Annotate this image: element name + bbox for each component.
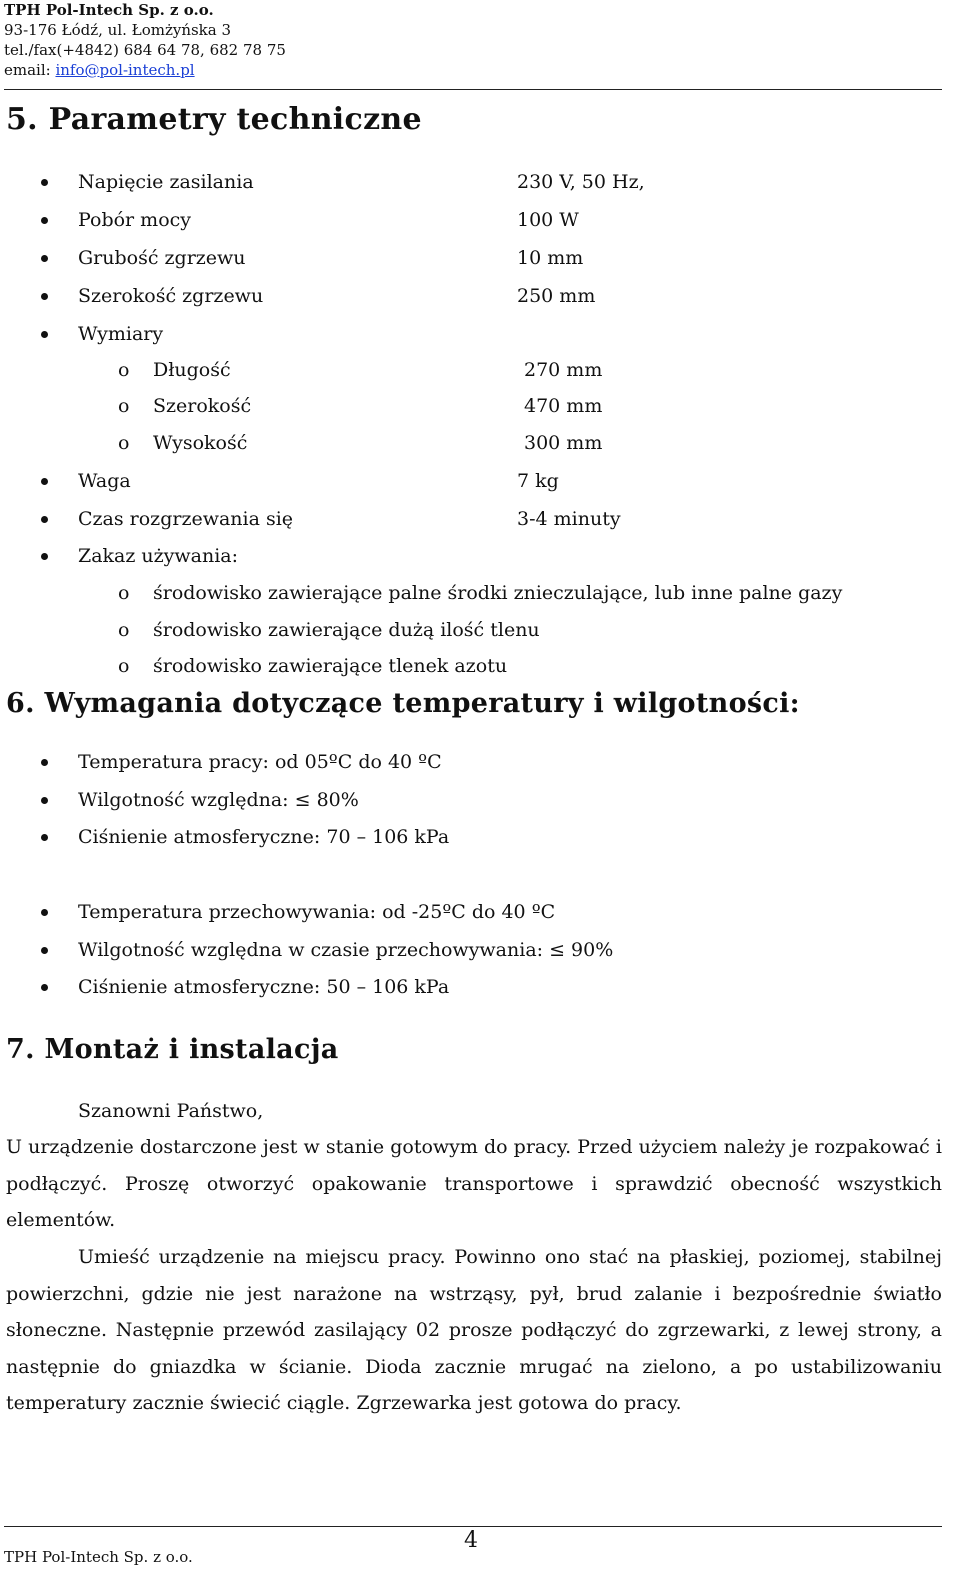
company-name: TPH Pol-Intech Sp. z o.o. xyxy=(4,1,214,19)
sub-bullet-marker: o xyxy=(118,619,130,641)
greeting: Szanowni Państwo, xyxy=(78,1100,264,1122)
param-label: Wymiary xyxy=(78,323,164,345)
prohibition-text: środowisko zawierające tlenek azotu xyxy=(153,655,508,677)
bullet-icon xyxy=(40,984,50,994)
footer-divider xyxy=(4,1526,942,1527)
sub-bullet-marker: o xyxy=(118,359,130,381)
param-value: 100 W xyxy=(517,209,579,231)
bullet-icon xyxy=(40,553,50,563)
company-phone: tel./fax(+4842) 684 64 78, 682 78 75 xyxy=(4,41,286,59)
prohibition-text: środowisko zawierające palne środki znieczulające, lub inne palne gazy xyxy=(153,582,843,604)
param-label: Zakaz używania: xyxy=(78,545,239,567)
bullet-icon xyxy=(40,293,50,303)
bullet-icon xyxy=(40,797,50,807)
dimension-label: Wysokość xyxy=(153,432,248,454)
section-6-heading: 6. Wymagania dotyczące temperatury i wilgotności: xyxy=(6,688,800,719)
bullet-icon xyxy=(40,255,50,265)
bullet-icon xyxy=(40,516,50,526)
bullet-icon xyxy=(40,759,50,769)
bullet-icon xyxy=(40,909,50,919)
requirement-text: Ciśnienie atmosferyczne: 50 – 106 kPa xyxy=(78,976,450,998)
installation-paragraph-2: Umieść urządzenie na miejscu pracy. Powinno ono stać na płaskiej, poziomej, stabilnej powierzchni, gdzie nie jest narażone na wstrząsy, pył, brud zalanie i bezpośrednie światło słoneczne. Następnie przewód zasilający 02 prosze podłączyć do zgrzewarki, z lewej strony, a następnie do gniazdka w ścianie. Dioda zacznie mrugać na zielono, a po ustabilizowaniu temperatury zacznie świecić ciągle. Zgrzewarka jest gotowa do pracy. xyxy=(6,1246,942,1414)
section-7-heading: 7. Montaż i instalacja xyxy=(6,1034,339,1065)
requirement-text: Wilgotność względna w czasie przechowywania: ≤ 90% xyxy=(78,939,614,961)
letterhead xyxy=(4,0,286,80)
footer-company: TPH Pol-Intech Sp. z o.o. xyxy=(4,1548,193,1566)
param-label: Napięcie zasilania xyxy=(78,171,254,193)
requirement-text: Temperatura pracy: od 05ºC do 40 ºC xyxy=(78,751,442,773)
param-value: 3-4 minuty xyxy=(517,508,621,530)
section-5-heading: 5. Parametry techniczne xyxy=(6,102,422,137)
sub-bullet-marker: o xyxy=(118,395,130,417)
dimension-label: Szerokość xyxy=(153,395,252,417)
bullet-icon xyxy=(40,179,50,189)
company-email-line xyxy=(4,60,286,80)
prohibition-text: środowisko zawierające dużą ilość tlenu xyxy=(153,619,540,641)
installation-paragraph-1: U urządzenie dostarczone jest w stanie gotowym do pracy. Przed użyciem należy je rozpakować i podłączyć. Proszę otworzyć opakowanie transportowe i sprawdzić obecność wszystkich elementów. xyxy=(6,1136,942,1231)
param-label: Waga xyxy=(78,470,131,492)
requirement-text: Ciśnienie atmosferyczne: 70 – 106 kPa xyxy=(78,826,450,848)
requirement-text: Wilgotność względna: ≤ 80% xyxy=(78,789,359,811)
email-link[interactable]: info@pol-intech.pl xyxy=(55,61,195,79)
header-divider xyxy=(4,89,942,90)
param-value: 250 mm xyxy=(517,285,596,307)
param-value: 230 V, 50 Hz, xyxy=(517,171,645,193)
email-label: email: xyxy=(4,61,56,79)
param-label: Czas rozgrzewania się xyxy=(78,508,294,530)
sub-bullet-marker: o xyxy=(118,582,130,604)
bullet-icon xyxy=(40,834,50,844)
param-value: 7 kg xyxy=(517,470,559,492)
dimension-label: Długość xyxy=(153,359,231,381)
bullet-icon xyxy=(40,217,50,227)
param-label: Pobór mocy xyxy=(78,209,192,231)
dimension-value: 270 mm xyxy=(524,359,603,381)
dimension-value: 300 mm xyxy=(524,432,603,454)
param-label: Grubość zgrzewu xyxy=(78,247,246,269)
requirement-text: Temperatura przechowywania: od -25ºC do 40 ºC xyxy=(78,901,556,923)
bullet-icon xyxy=(40,947,50,957)
param-label: Szerokość zgrzewu xyxy=(78,285,264,307)
sub-bullet-marker: o xyxy=(118,432,130,454)
bullet-icon xyxy=(40,478,50,488)
sub-bullet-marker: o xyxy=(118,655,130,677)
page-number: 4 xyxy=(464,1528,478,1553)
dimension-value: 470 mm xyxy=(524,395,603,417)
bullet-icon xyxy=(40,331,50,341)
param-value: 10 mm xyxy=(517,247,584,269)
company-address: 93-176 Łódź, ul. Łomżyńska 3 xyxy=(4,21,232,39)
